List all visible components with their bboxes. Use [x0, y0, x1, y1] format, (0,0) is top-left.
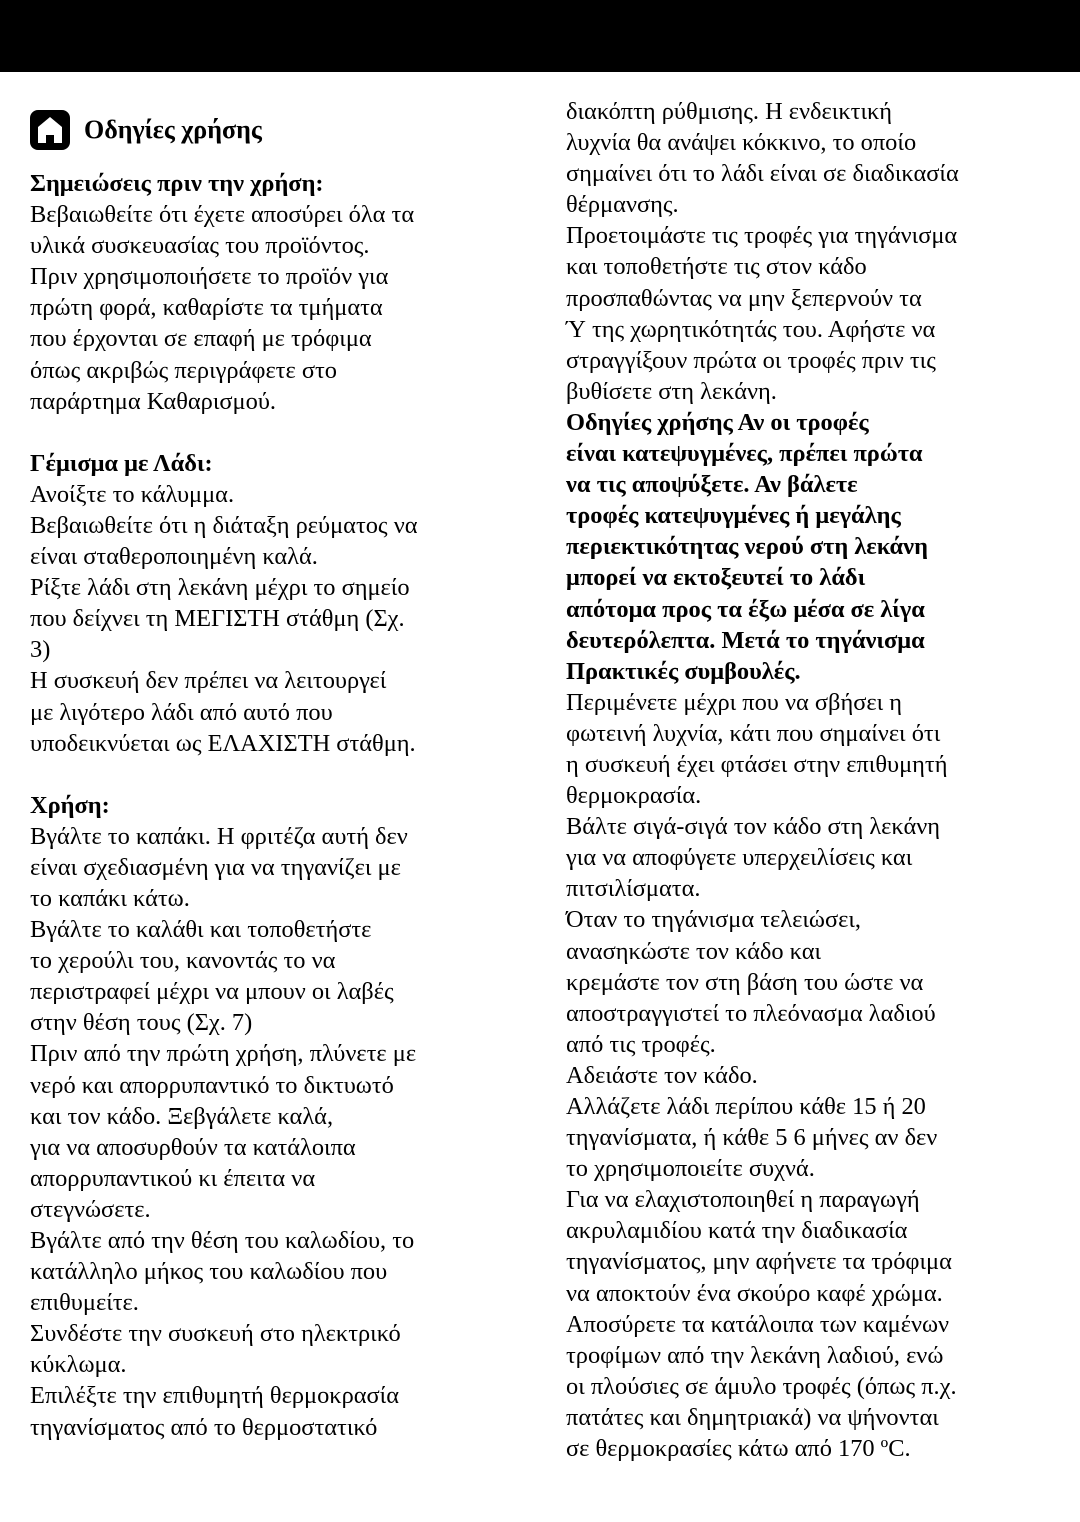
text-line: Ανοίξτε το κάλυμμα. — [30, 480, 235, 508]
text-line: Όταν το τηγάνισμα τελειώσει, — [566, 906, 861, 934]
spacer — [30, 759, 530, 790]
text-line: Συνδέστε την συσκευή στο ηλεκτρικό — [30, 1320, 401, 1348]
text-line: Για να ελαχιστοποιηθεί η παραγωγή — [566, 1186, 920, 1214]
text-line: Αλλάζετε λάδι περίπου κάθε 15 ή 20 — [566, 1093, 926, 1120]
text-line: Πριν από την πρώτη χρήση, πλύνετε με — [30, 1040, 417, 1068]
text-line: τηγανίσματος, μην αφήνετε τα τρόφιμα — [566, 1248, 952, 1276]
text-line: Αδειάστε τον κάδο. — [566, 1061, 758, 1089]
page-title: Οδηγίες χρήσης — [84, 115, 262, 145]
text-line: Βγάλτε το καπάκι. Η φριτέζα αυτή δεν — [30, 822, 408, 850]
text-line: κύκλωμα. — [30, 1351, 127, 1379]
text-line: Ρίξτε λάδι στη λεκάνη μέχρι το σημείο — [30, 574, 410, 602]
text-line: το χρησιμοποιείτε συχνά. — [566, 1155, 815, 1183]
right-text-a — [566, 96, 1066, 407]
text-line: τηγανίσματος από το θερμοστατικό — [30, 1413, 378, 1441]
warning-line: δευτερόλεπτα. Μετά το τηγάνισμα — [566, 626, 925, 654]
text-line: ανασηκώστε τον κάδο και — [566, 937, 822, 965]
right-text-b — [566, 687, 1066, 1464]
text-line: φωτεινή λυχνία, κάτι που σημαίνει ότι — [566, 719, 941, 747]
warning-line: απότομα προς τα έξω μέσα σε λίγα — [566, 595, 925, 623]
notes-text — [30, 199, 530, 417]
text-line: σε θερμοκρασίες κάτω από 170 ºC. — [566, 1435, 911, 1463]
text-line: τηγανίσματα, ή κάθε 5 6 μήνες αν δεν — [566, 1124, 938, 1152]
top-black-bar — [0, 0, 1080, 72]
text-line: Βεβαιωθείτε ότι έχετε αποσύρει όλα τα — [30, 201, 415, 229]
text-line: πιτσιλίσματα. — [566, 875, 701, 903]
text-line: περιστραφεί μέχρι να μπουν οι λαβές — [30, 978, 394, 1006]
text-line: υλικά συσκευασίας του προϊόντος. — [30, 232, 370, 260]
warning-line: μπορεί να εκτοξευτεί το λάδι — [566, 564, 866, 592]
right-column — [566, 96, 1066, 1464]
warning-line: Οδηγίες χρήσης Αν οι τροφές — [566, 408, 869, 436]
text-line: το χερούλι του, κανοντάς το να — [30, 947, 336, 975]
warning-line: είναι κατεψυγμένες, πρέπει πρώτα — [566, 440, 923, 468]
text-line: αποστραγγιστεί το πλεόνασμα λαδιού — [566, 999, 936, 1027]
text-line: τροφίμων από την λεκάνη λαδιού, ενώ — [566, 1341, 944, 1369]
text-line: Επιλέξτε την επιθυμητή θερμοκρασία — [30, 1382, 400, 1410]
warning-text — [566, 407, 1066, 687]
text-line: Πριν χρησιμοποιήσετε το προϊόν για — [30, 263, 389, 291]
text-line: 3) — [30, 636, 51, 664]
text-line: Βάλτε σιγά-σιγά τον κάδο στη λεκάνη — [566, 813, 941, 841]
text-line: θερμοκρασία. — [566, 782, 702, 810]
text-line: κρεμάστε τον στη βάση του ώστε να — [566, 968, 924, 996]
warning-line: Πρακτικές συμβουλές. — [566, 657, 801, 685]
text-line: υποδεικνύεται ως ΕΛΑΧΙΣΤΗ στάθμη. — [30, 729, 416, 757]
text-line: η συσκευή έχει φτάσει στην επιθυμητή — [566, 750, 948, 778]
text-line: Περιμένετε μέχρι που να σβήσει η — [566, 688, 903, 716]
text-line: ακρυλαμιδίου κατά την διαδικασία — [566, 1217, 908, 1245]
text-line: πρώτη φορά, καθαρίστε τα τμήματα — [30, 294, 383, 322]
text-line: Βγάλτε από την θέση του καλωδίου, το — [30, 1227, 415, 1254]
text-line: θέρμανσης. — [566, 191, 679, 219]
text-line: με λιγότερο λάδι από αυτό που — [30, 698, 333, 726]
text-line: κατάλληλο μήκος του καλωδίου που — [30, 1258, 388, 1286]
left-column — [30, 96, 530, 1443]
text-line: νερό και απορρυπαντικό το δικτυωτό — [30, 1071, 394, 1099]
text-line: Η συσκευή δεν πρέπει να λειτουργεί — [30, 667, 387, 695]
text-line: το καπάκι κάτω. — [30, 884, 190, 912]
text-line: που έρχονται σε επαφή με τρόφιμα — [30, 325, 372, 353]
text-line: Προετοιμάστε τις τροφές για τηγάνισμα — [566, 222, 958, 250]
spacer — [30, 417, 530, 448]
section-title-row — [30, 110, 530, 150]
warning-line: περιεκτικότητας νερού στη λεκάνη — [566, 533, 928, 561]
text-line: και τον κάδο. Ξεβγάλετε καλά, — [30, 1102, 334, 1130]
house-icon — [30, 110, 70, 150]
text-line: πατάτες και δημητριακά) να ψήνονται — [566, 1403, 939, 1431]
text-line: οι πλούσιες σε άμυλο τροφές (όπως π.χ. — [566, 1372, 957, 1400]
warning-line: τροφές κατεψυγμένες ή μεγάλης — [566, 502, 901, 530]
use-heading: Χρήση: — [30, 791, 110, 819]
text-line: Βγάλτε το καλάθι και τοποθετήστε — [30, 916, 372, 944]
warning-line: να τις αποψύξετε. Αν βάλετε — [566, 471, 858, 499]
text-line: στην θέση τους (Σχ. 7) — [30, 1009, 253, 1037]
text-line: για να αποφύγετε υπερχειλίσεις και — [566, 844, 913, 872]
text-line: για να αποσυρθούν τα κατάλοιπα — [30, 1133, 356, 1161]
text-line: βυθίσετε στη λεκάνη. — [566, 377, 777, 405]
text-line: στραγγίξουν πρώτα οι τροφές πριν τις — [566, 346, 936, 374]
text-line: από τις τροφές. — [566, 1030, 716, 1058]
text-line: στεγνώσετε. — [30, 1195, 151, 1223]
text-line: Αποσύρετε τα κατάλοιπα των καμένων — [566, 1310, 950, 1338]
oil-text — [30, 479, 530, 759]
notes-heading: Σημειώσεις πριν την χρήση: — [30, 170, 324, 197]
use-text — [30, 821, 530, 1443]
text-line: λυχνία θα ανάψει κόκκινο, το οποίο — [566, 129, 917, 157]
text-line: παράρτημα Καθαρισμού. — [30, 387, 277, 415]
text-line: είναι σταθεροποιημένη καλά. — [30, 543, 318, 571]
text-line: επιθυμείτε. — [30, 1289, 139, 1317]
text-line: σημαίνει ότι το λάδι είναι σε διαδικασία — [566, 160, 959, 188]
text-line: προσπαθώντας να μην ξεπερνούν τα — [566, 284, 922, 312]
text-line: Βεβαιωθείτε ότι η διάταξη ρεύματος να — [30, 511, 418, 539]
text-line: διακόπτη ρύθμισης. Η ενδεικτική — [566, 98, 893, 125]
text-line: είναι σχεδιασμένη για να τηγανίζει με — [30, 853, 401, 881]
text-line: που δείχνει τη ΜΕΓΙΣΤΗ στάθμη (Σχ. — [30, 605, 405, 633]
text-line: όπως ακριβώς περιγράφετε στο — [30, 356, 337, 384]
text-line: και τοποθετήστε τις στον κάδο — [566, 253, 867, 281]
text-line: να αποκτούν ένα σκούρο καφέ χρώμα. — [566, 1279, 943, 1307]
oil-heading: Γέμισμα με Λάδι: — [30, 449, 213, 477]
text-line: Ύ της χωρητικότητάς του. Αφήστε να — [566, 315, 936, 343]
text-line: απορρυπαντικού κι έπειτα να — [30, 1164, 316, 1192]
